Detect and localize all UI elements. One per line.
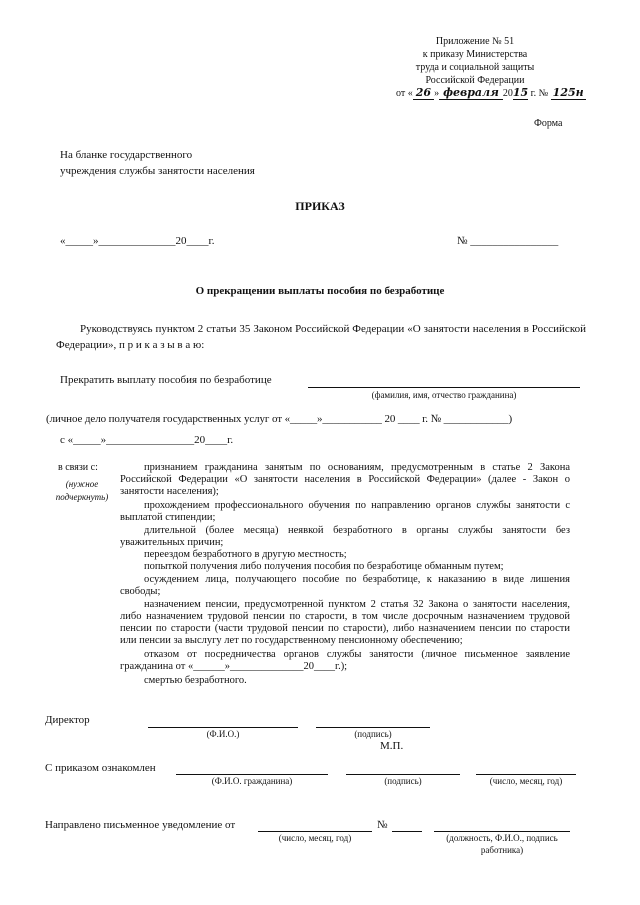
notice-date-line: [258, 831, 372, 832]
reason-label: в связи с:: [58, 462, 98, 473]
order-date-field: «_____»______________20____г.: [60, 235, 215, 247]
acquainted-date-caption: (число, месяц, год): [489, 776, 563, 786]
citizen-name-line: [308, 387, 580, 388]
from-date-field: с «_____»________________20____г.: [60, 434, 234, 446]
director-fio-caption: (Ф.И.О.): [206, 729, 240, 739]
acquainted-sign-line: [346, 774, 460, 775]
notice-staff-caption-2: работника): [480, 845, 524, 855]
reason-item-7: назначением пенсии, предусмотренной пунктом 2 статья 32 Закона о занятости населения, либо назначением трудовой пенсии по старости, в том числе досрочным назначением трудовой пенсии по старости (части трудовой пенсии по старости), либо назначением пенсии по старости или пенсии за выслугу лет по государственному пенсионному обеспечению;: [120, 599, 570, 646]
stamp-place: М.П.: [380, 740, 404, 752]
director-sign-line: [316, 727, 430, 728]
stop-payment-label: Прекратить выплату пособия по безработице: [60, 374, 272, 386]
appendix-number: 125н: [552, 86, 584, 99]
page-title: ПРИКАЗ: [295, 199, 345, 213]
director-label: Директор: [45, 714, 90, 726]
form-label: Форма: [534, 118, 563, 129]
letterhead-line-1: На бланке государственного: [60, 149, 193, 161]
reason-note-1: (нужное: [65, 479, 99, 489]
notice-number-label: №: [377, 819, 388, 831]
order-intro: Руководствуясь пунктом 2 статьи 35 Законом Российской Федерации «О занятости населения в Российской Федерации», п р и к а з ы в а ю:: [56, 323, 586, 351]
citizen-name-caption: (фамилия, имя, отчество гражданина): [371, 390, 517, 400]
reason-item-1: признанием гражданина занятым по основаниям, предусмотренным в статье 2 Закона Российской Федерации «О занятости населения в Российской Федерации» (далее - Закон о занятости населения);: [120, 462, 570, 497]
reason-item-4: переездом безработного в другую местность;: [144, 549, 347, 560]
personal-file-line: (личное дело получателя государственных услуг от «_____»___________ 20 ____ г. № ____________): [46, 413, 513, 425]
letterhead-line-2: учреждения службы занятости населения: [60, 165, 255, 177]
reason-item-9: смертью безработного.: [144, 675, 247, 686]
appendix-line-2: к приказу Министерства: [422, 49, 528, 60]
appendix-line-1: Приложение № 51: [435, 36, 515, 47]
reason-item-2: прохождением профессионального обучения по направлению органов службы занятости с выплатой стипендии;: [120, 500, 570, 523]
notice-staff-line: [434, 831, 570, 832]
appendix-date-month: февраля: [439, 86, 503, 100]
reason-item-5: попыткой получения либо получения пособия по безработице обманным путем;: [144, 561, 504, 572]
appendix-line-3: труда и социальной защиты: [415, 62, 535, 73]
acquainted-date-line: [476, 774, 576, 775]
appendix-date-day: 26: [413, 86, 434, 100]
acquainted-fio-line: [176, 774, 328, 775]
acquainted-sign-caption: (подпись): [384, 776, 422, 786]
director-fio-line: [148, 727, 298, 728]
notice-number-line: [392, 831, 422, 832]
reason-item-8: отказом от посредничества органов службы занятости (личное письменное заявление гражданина от «______»______________20____г.);: [120, 649, 570, 672]
order-number-field: № ________________: [457, 235, 559, 247]
notice-staff-caption-1: (должность, Ф.И.О., подпись: [446, 833, 558, 843]
acquainted-fio-caption: (Ф.И.О. гражданина): [211, 776, 293, 786]
reason-note-2: подчеркнуть): [55, 492, 109, 502]
notice-label: Направлено письменное уведомление от: [45, 819, 236, 831]
appendix-line-4: Российской Федерации: [425, 75, 525, 86]
notice-date-caption: (число, месяц, год): [278, 833, 352, 843]
acquainted-label: С приказом ознакомлен: [45, 762, 156, 774]
reason-item-3: длительной (более месяца) неявкой безработного в органы службы занятости без уважительных причин;: [120, 525, 570, 548]
order-subject: О прекращении выплаты пособия по безработице: [195, 285, 445, 297]
appendix-date: от « 26 » февраля 2015 г. № 125н: [396, 86, 584, 99]
appendix-date-year: 15: [512, 86, 529, 99]
director-sign-caption: (подпись): [354, 729, 392, 739]
reason-item-6: осуждением лица, получающего пособие по безработице, к наказанию в виде лишения свободы;: [120, 574, 570, 597]
